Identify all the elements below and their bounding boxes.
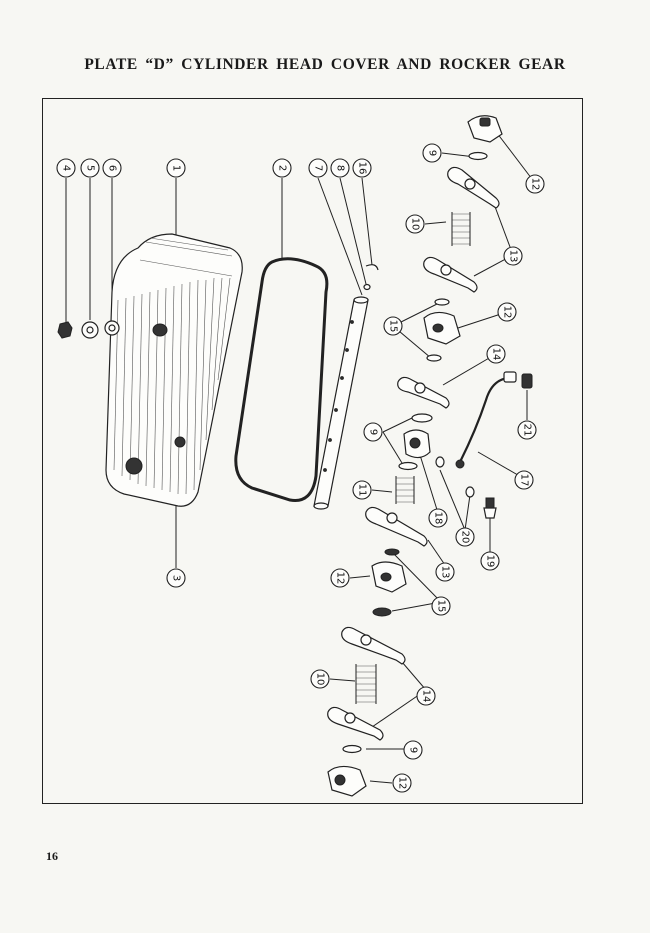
callout-9 <box>423 144 441 162</box>
callout-21 <box>518 421 536 439</box>
callout-label: 3 <box>170 574 182 582</box>
middle-rocker-group <box>366 372 532 546</box>
callout-14 <box>487 345 505 363</box>
callout-6 <box>103 159 121 177</box>
callout-4 <box>57 159 75 177</box>
callout-5 <box>81 159 99 177</box>
callout-label: 12 <box>529 177 541 191</box>
callout-label: 15 <box>387 319 399 333</box>
callout-2 <box>273 159 291 177</box>
callout-9 <box>364 423 382 441</box>
callout-10 <box>406 215 424 233</box>
nut-and-washers <box>58 321 119 338</box>
callout-label: 2 <box>276 164 288 172</box>
callout-label: 17 <box>518 473 530 487</box>
callout-12 <box>393 774 411 792</box>
callout-12 <box>526 175 544 193</box>
callout-label: 15 <box>435 599 447 613</box>
callout-3 <box>167 569 185 587</box>
callout-label: 8 <box>334 164 346 172</box>
callout-label: 4 <box>60 164 72 172</box>
callout-1 <box>167 159 185 177</box>
callout-label: 5 <box>84 164 96 172</box>
callout-label: 18 <box>432 511 444 525</box>
callout-13 <box>504 247 522 265</box>
callout-label: 9 <box>367 428 379 436</box>
callout-label: 14 <box>490 347 502 361</box>
callout-label: 19 <box>484 554 496 568</box>
rocker-shaft <box>314 265 378 509</box>
callout-label: 13 <box>439 565 451 579</box>
callout-20 <box>456 528 474 546</box>
callout-label: 11 <box>356 483 368 497</box>
page-number: 16 <box>46 849 58 863</box>
callout-label: 10 <box>314 672 326 686</box>
callout-10 <box>311 670 329 688</box>
callout-11 <box>353 481 371 499</box>
callout-15 <box>384 317 402 335</box>
callout-14 <box>417 687 435 705</box>
callout-16 <box>353 159 371 177</box>
callout-label: 20 <box>459 530 471 544</box>
callout-12 <box>331 569 349 587</box>
plate-title: PLATE “D” CYLINDER HEAD COVER AND ROCKER GEAR <box>84 56 566 73</box>
callout-13 <box>436 563 454 581</box>
callout-label: 13 <box>507 249 519 263</box>
callout-label: 9 <box>407 746 419 754</box>
callout-label: 12 <box>501 305 513 319</box>
callout-15 <box>432 597 450 615</box>
callout-label: 9 <box>426 149 438 157</box>
callout-label: 21 <box>521 423 533 437</box>
callout-label: 6 <box>106 164 118 172</box>
callout-label: 16 <box>356 161 368 175</box>
callout-label: 14 <box>420 689 432 703</box>
callout-label: 7 <box>312 164 324 172</box>
cover-gasket <box>236 259 327 501</box>
callout-9 <box>404 741 422 759</box>
callout-label: 1 <box>170 164 182 172</box>
callout-7 <box>309 159 327 177</box>
cylinder-head-cover <box>106 234 242 506</box>
callout-18 <box>429 509 447 527</box>
callout-19 <box>481 552 499 570</box>
callout-12 <box>498 303 516 321</box>
callout-label: 12 <box>396 776 408 790</box>
callout-label: 10 <box>409 217 421 231</box>
callout-label: 12 <box>334 571 346 585</box>
callout-17 <box>515 471 533 489</box>
callout-8 <box>331 159 349 177</box>
